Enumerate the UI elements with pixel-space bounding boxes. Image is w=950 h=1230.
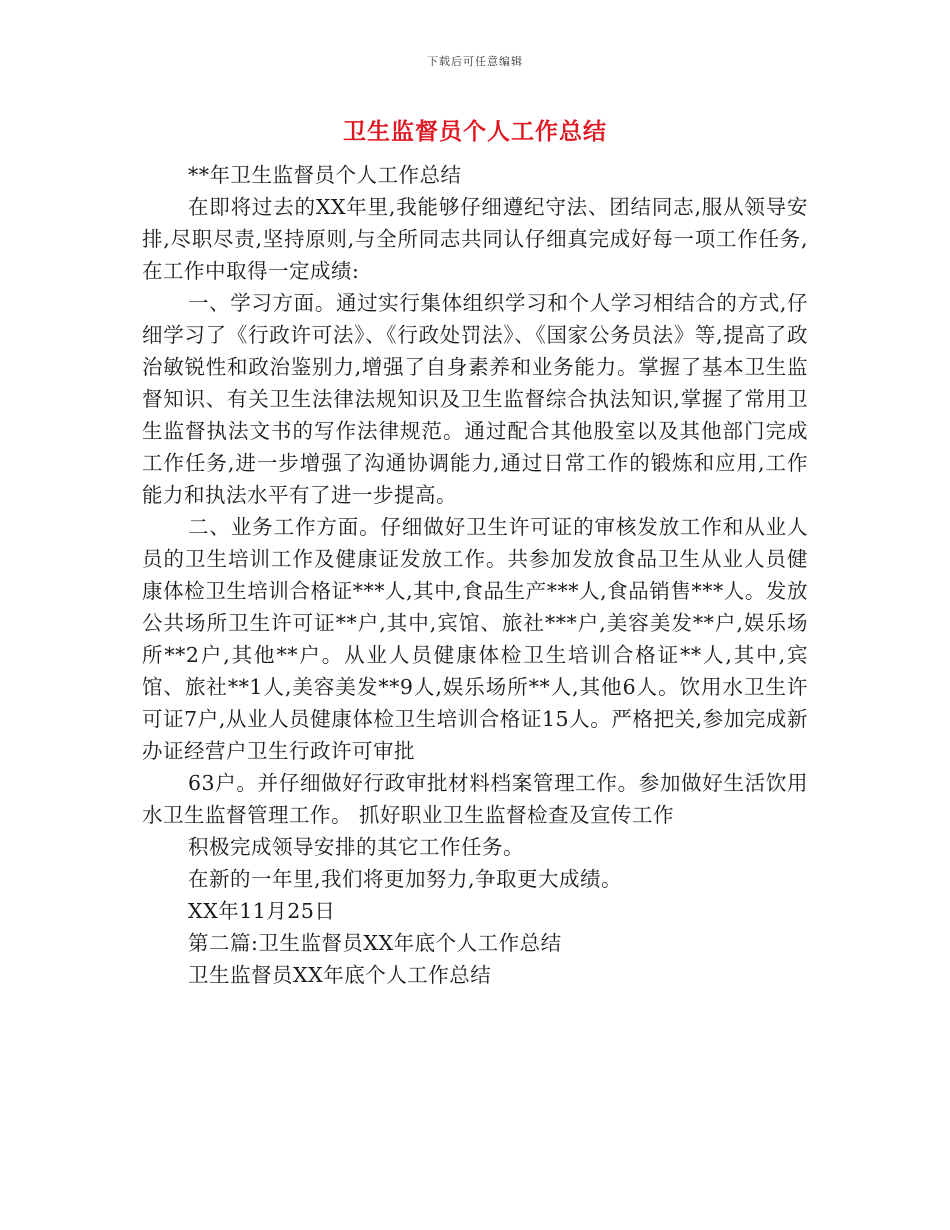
document-body	[142, 159, 808, 991]
second-article-heading: 第二篇:卫生监督员XX年底个人工作总结	[188, 931, 562, 955]
new-year-paragraph: 在新的一年里,我们将更加努力,争取更大成绩。	[188, 867, 623, 891]
subtitle-paragraph: **年卫生监督员个人工作总结	[188, 163, 462, 187]
date-line: XX年11月25日	[188, 899, 336, 923]
header-note: 下载后可任意编辑	[427, 55, 523, 68]
other-tasks-paragraph: 积极完成领导安排的其它工作任务。	[188, 835, 524, 859]
study-paragraph: 一、学习方面。通过实行集体组织学习和个人学习相结合的方式,仔细学习了《行政许可法》、《行政处罚法》、《国家公务员法》等,提高了政治敏锐性和政治鉴别力,增强了自身素养和业务能力。掌握了基本卫生监督知识、有关卫生法律法规知识及卫生监督综合执法知识,掌握了常用卫生监督执法文书的写作法律规范。通过配合其他股室以及其他部门完成工作任务,进一步增强了沟通协调能力,通过日常工作的锻炼和应用,工作能力和执法水平有了进一步提高。	[142, 291, 808, 507]
intro-paragraph: 在即将过去的XX年里,我能够仔细遵纪守法、团结同志,服从领导安排,尽职尽责,坚持原则,与全所同志共同认仔细真完成好每一项工作任务,在工作中取得一定成绩:	[142, 195, 808, 283]
second-article-title: 卫生监督员XX年底个人工作总结	[188, 963, 492, 987]
archive-paragraph: 63户。并仔细做好行政审批材料档案管理工作。参加做好生活饮用水卫生监督管理工作。 抓好职业卫生监督检查及宣传工作	[142, 771, 808, 827]
business-paragraph: 二、业务工作方面。仔细做好卫生许可证的审核发放工作和从业人员的卫生培训工作及健康证发放工作。共参加发放食品卫生从业人员健康体检卫生培训合格证***人,其中,食品生产***人,食品销售***人。发放公共场所卫生许可证**户,其中,宾馆、旅社***户,美容美发**户,娱乐场所**2户,其他**户。从业人员健康体检卫生培训合格证**人,其中,宾馆、旅社**1人,美容美发**9人,娱乐场所**人,其他6人。饮用水卫生许可证7户,从业人员健康体检卫生培训合格证15人。严格把关,参加完成新办证经营户卫生行政许可审批	[142, 515, 808, 763]
document-title: 卫生监督员个人工作总结	[343, 118, 607, 145]
